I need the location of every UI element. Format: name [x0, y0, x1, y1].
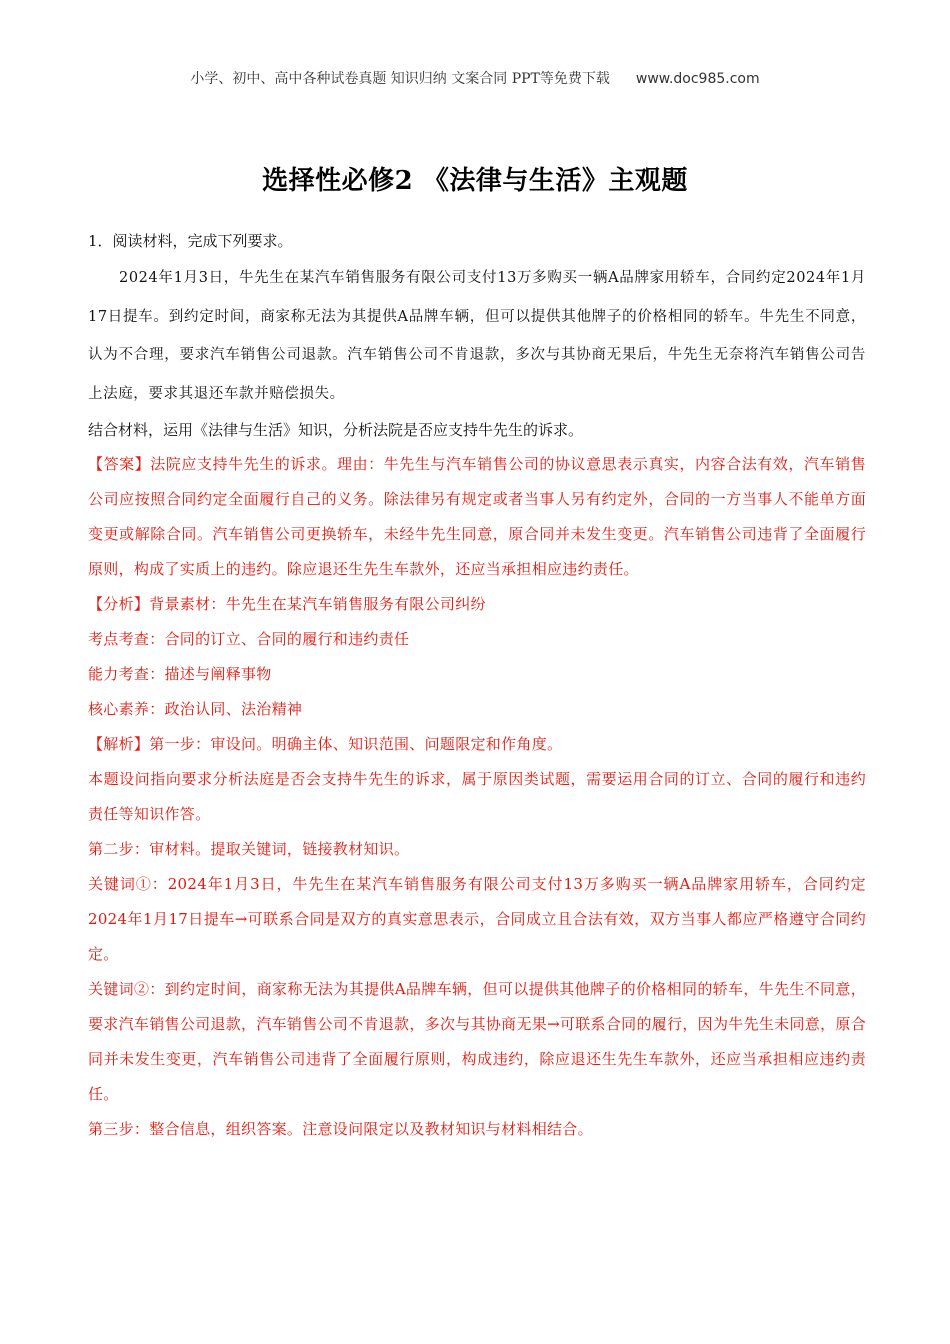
document-body	[88, 224, 866, 1147]
analysis-background: 【分析】背景素材：牛先生在某汽车销售服务有限公司纠纷	[88, 595, 486, 613]
document-title: 选择性必修2 《法律与生活》主观题	[262, 166, 688, 196]
page-header	[0, 68, 950, 88]
explanation-step2: 第二步：审材料。提取关键词，链接教材知识。	[88, 840, 410, 858]
explanation-step3: 第三步：整合信息，组织答案。注意设问限定以及教材知识与材料相结合。	[88, 1120, 593, 1138]
question-intro: 1．阅读材料，完成下列要求。	[88, 232, 293, 250]
explanation-step1-detail: 本题设问指向要求分析法庭是否会支持牛先生的诉求，属于原因类试题，需要运用合同的订立、合同的履行和违约责任等知识作答。	[88, 770, 866, 823]
explanation-keyword1: 关键词①：2024年1月3日，牛先生在某汽车销售服务有限公司支付13万多购买一辆A品牌家用轿车，合同约定2024年1月17日提车→可联系合同是双方的真实意思表示，合同成立且合法有效，双方当事人都应严格遵守合同约定。	[88, 875, 866, 963]
question-requirement: 结合材料，运用《法律与生活》知识，分析法院是否应支持牛先生的诉求。	[88, 421, 584, 439]
explanation-step1: 【解析】第一步：审设问。明确主体、知识范围、问题限定和作角度。	[88, 735, 563, 753]
header-text: 小学、初中、高中各种试卷真题 知识归纳 文案合同 PPT等免费下载	[190, 71, 610, 87]
answer-text: 【答案】法院应支持牛先生的诉求。理由：牛先生与汽车销售公司的协议意思表示真实，内容合法有效，汽车销售公司应按照合同约定全面履行自己的义务。除法律另有规定或者当事人另有约定外，合同的一方当事人不能单方面变更或解除合同。汽车销售公司更换轿车，未经牛先生同意，原合同并未发生变更。汽车销售公司违背了全面履行原则，构成了实质上的违约。除应退还生先生车款外，还应当承担相应违约责任。	[88, 455, 866, 578]
explanation-keyword2: 关键词②：到约定时间，商家称无法为其提供A品牌车辆，但可以提供其他牌子的价格相同的轿车，牛先生不同意，要求汽车销售公司退款，汽车销售公司不肯退款，多次与其协商无果→可联系合同的履行，因为牛先生未同意，原合同并未发生变更，汽车销售公司违背了全面履行原则，构成违约，除应退还生先生车款外，还应当承担相应违约责任。	[88, 980, 866, 1103]
analysis-ability: 能力考查：描述与阐释事物	[88, 665, 272, 683]
header-site: www.doc985.com	[635, 71, 760, 87]
question-passage: 2024年1月3日，牛先生在某汽车销售服务有限公司支付13万多购买一辆A品牌家用轿车，合同约定2024年1月17日提车。到约定时间，商家称无法为其提供A品牌车辆，但可以提供其他牌子的价格相同的轿车。牛先生不同意，认为不合理，要求汽车销售公司退款。汽车销售公司不肯退款，多次与其协商无果后，牛先生无奈将汽车销售公司告上法庭，要求其退还车款并赔偿损失。	[88, 270, 866, 402]
analysis-literacy: 核心素养：政治认同、法治精神	[88, 700, 303, 718]
analysis-points: 考点考查：合同的订立、合同的履行和违约责任	[88, 630, 410, 648]
